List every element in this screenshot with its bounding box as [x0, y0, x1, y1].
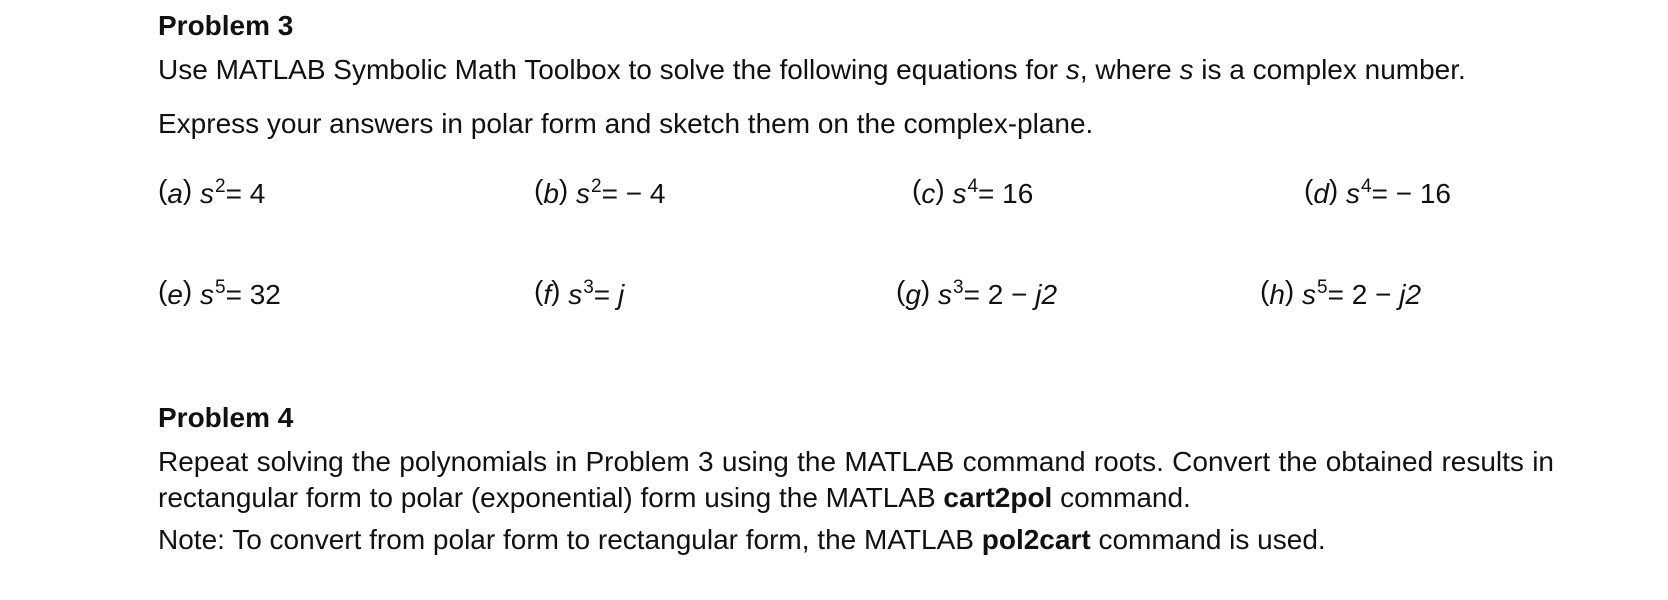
problem-4-paragraph — [158, 444, 1554, 516]
problem-4-heading: Problem 4 — [158, 402, 294, 433]
problem-3-instruction: Express your answers in polar form and sketch them on the complex-plane. — [158, 108, 1094, 139]
equation-f: (f) $s^3= j$ — [534, 275, 625, 310]
equation-label: (b) — [534, 174, 569, 209]
variable-s: s — [1179, 54, 1194, 85]
problem-3-intro — [158, 56, 1466, 84]
intro-text-middle: , where — [1079, 54, 1180, 85]
equation-label: (e) — [158, 275, 193, 310]
equation-g: (g) $s^3= 2 - j2$ — [896, 275, 1058, 310]
variable-s: s — [1065, 54, 1080, 85]
intro-text-start: Use MATLAB Symbolic Math Toolbox to solve the following equations for — [158, 54, 1066, 85]
equation-label: (h) — [1260, 275, 1295, 310]
paragraph-text: Repeat solving the polynomials in Problem 3 using the MATLAB command roots. Convert the obtained results in rectangular form to polar (exponential) form using the MATLAB — [158, 446, 1554, 513]
note-text: Note: To convert from polar form to rectangular form, the MATLAB — [158, 524, 982, 555]
equation-label: (f) — [534, 275, 561, 310]
equation-h: (h) $s^5= 2 - j2$ — [1260, 275, 1422, 310]
equation-c: (c) $s^4= 16$ — [912, 174, 1034, 209]
pol2cart-command: pol2cart — [981, 524, 1091, 555]
document-page — [158, 0, 1558, 600]
equation-label: (g) — [896, 275, 931, 310]
note-text-end: command is used. — [1090, 524, 1326, 555]
problem-4-note — [158, 526, 1326, 554]
equation-a: (a) $s^2= 4$ — [158, 174, 266, 209]
cart2pol-command: cart2pol — [943, 482, 1053, 513]
equation-d: (d) $s^4= - 16$ — [1304, 174, 1451, 209]
equation-label: (a) — [158, 174, 193, 209]
equation-b: (b) $s^2= - 4$ — [534, 174, 666, 209]
problem-3-heading: Problem 3 — [158, 10, 294, 41]
paragraph-text-end: command. — [1052, 482, 1191, 513]
equation-label: (d) — [1304, 174, 1339, 209]
equation-label: (c) — [912, 174, 945, 209]
intro-text-end: is a complex number. — [1193, 54, 1466, 85]
equation-e: (e) $s^5= 32$ — [158, 275, 281, 310]
